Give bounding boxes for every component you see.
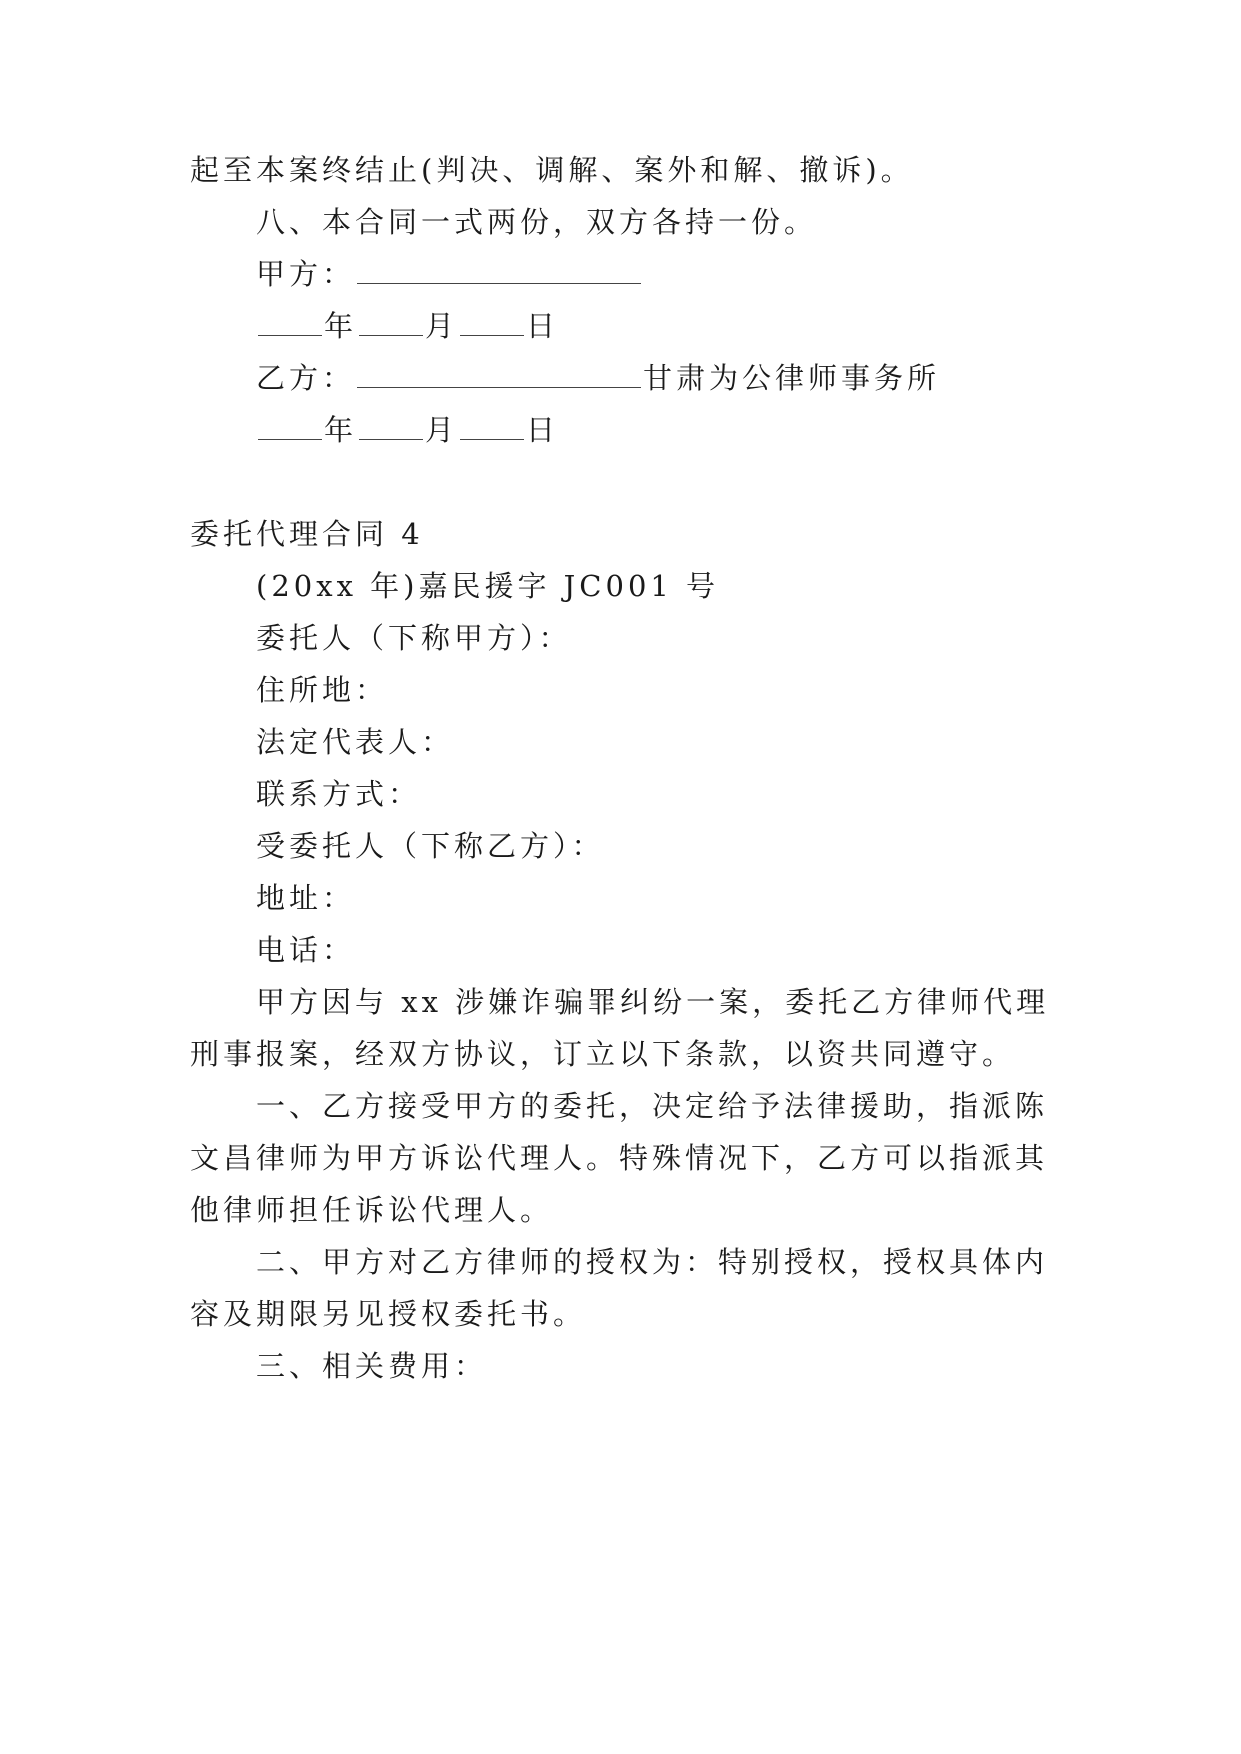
- year-blank: [258, 411, 322, 440]
- paragraph-intro-line-2: 刑事报案，经双方协议，订立以下条款，以资共同遵守。: [190, 1037, 1016, 1071]
- month-label: 月: [425, 413, 459, 447]
- clause-1-line-2: 文昌律师为甲方诉讼代理人。特殊情况下，乙方可以指派其: [190, 1141, 1049, 1175]
- party-b-signature-line: [256, 358, 940, 398]
- clause-1-line-3: 他律师担任诉讼代理人。: [190, 1193, 554, 1227]
- party-a-label: 甲方：: [256, 257, 356, 291]
- day-blank: [460, 411, 524, 440]
- clause-1-line-1: 一、乙方接受甲方的委托，决定给予法律援助，指派陈: [256, 1089, 1049, 1123]
- day-blank: [460, 307, 524, 336]
- year-blank: [258, 307, 322, 336]
- text-line-clause-8: 八、本合同一式两份，双方各持一份。: [256, 205, 818, 239]
- clause-3-heading: 三、相关费用：: [256, 1349, 488, 1383]
- party-a-blank: [357, 255, 641, 284]
- day-label: 日: [526, 309, 560, 343]
- party-b-label: 乙方：: [256, 361, 356, 395]
- client-label: 委托人（下称甲方）：: [256, 621, 572, 655]
- contact-label: 联系方式：: [256, 777, 422, 811]
- party-b-blank: [357, 359, 641, 388]
- text-line-termination: 起至本案终结止(判决、调解、案外和解、撤诉)。: [190, 153, 914, 187]
- paragraph-intro-line-1: 甲方因与 xx 涉嫌诈骗罪纠纷一案，委托乙方律师代理: [256, 985, 1050, 1019]
- party-a-signature-line: [256, 254, 643, 294]
- party-b-firm: 甘肃为公律师事务所: [643, 361, 941, 395]
- legal-rep-label: 法定代表人：: [256, 725, 455, 759]
- clause-2-line-1: 二、甲方对乙方律师的授权为：特别授权，授权具体内: [256, 1245, 1049, 1279]
- year-label: 年: [324, 413, 358, 447]
- agent-label: 受委托人（下称乙方）：: [256, 829, 605, 863]
- clause-2-line-2: 容及期限另见授权委托书。: [190, 1297, 587, 1331]
- month-blank: [359, 307, 423, 336]
- date-line-a: [256, 306, 559, 346]
- reference-number: (20xx 年)嘉民援字 JC001 号: [256, 569, 720, 603]
- month-blank: [359, 411, 423, 440]
- date-line-b: [256, 410, 559, 450]
- day-label: 日: [526, 413, 560, 447]
- year-label: 年: [324, 309, 358, 343]
- phone-label: 电话：: [256, 933, 356, 967]
- section-title: 委托代理合同 4: [190, 517, 424, 551]
- month-label: 月: [425, 309, 459, 343]
- agent-address-label: 地址：: [256, 881, 356, 915]
- client-address-label: 住所地：: [256, 673, 389, 707]
